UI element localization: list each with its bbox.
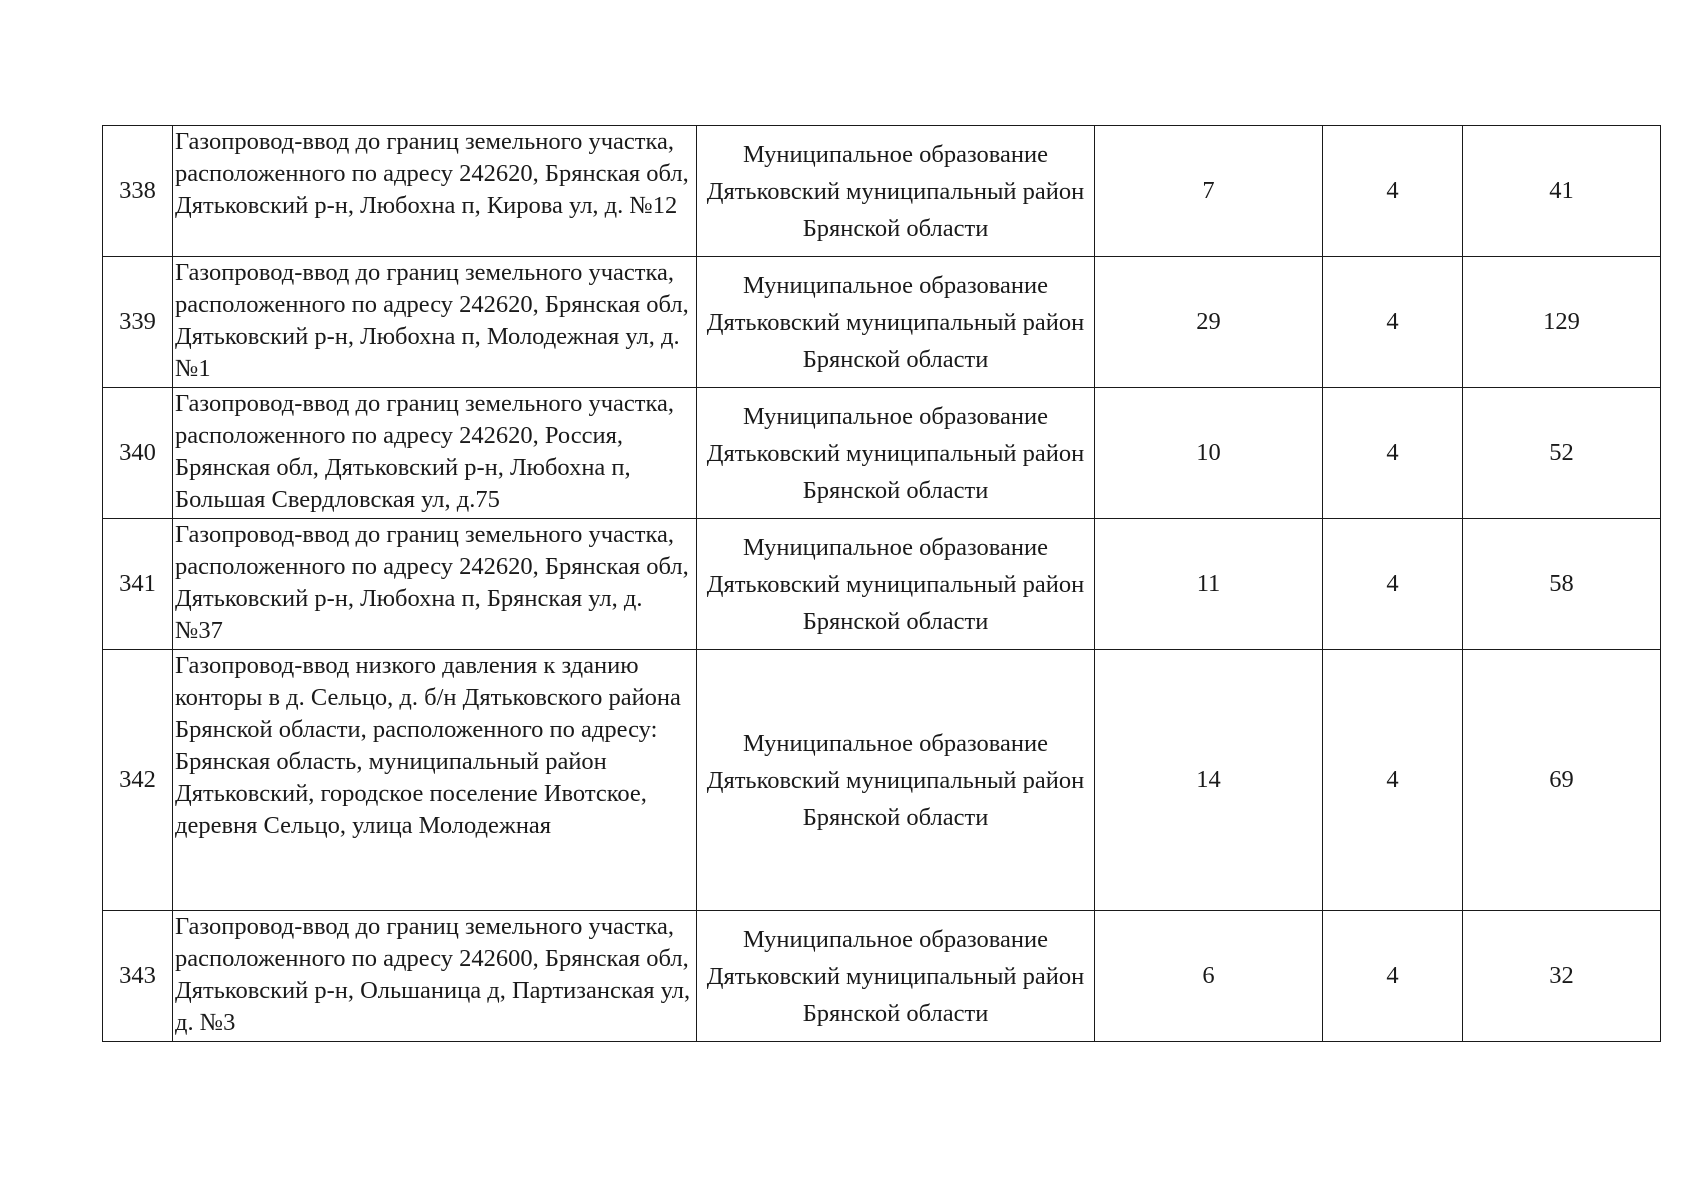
value-cell-4: 7 xyxy=(1095,126,1323,257)
value-cell-6: 58 xyxy=(1463,519,1661,650)
table-row xyxy=(103,911,1661,1042)
owner-name: Муниципальное образование Дятьковский муниципальный район Брянской области xyxy=(697,257,1095,388)
owner-name: Муниципальное образование Дятьковский муниципальный район Брянской области xyxy=(697,519,1095,650)
value-cell-5: 4 xyxy=(1323,388,1463,519)
value-cell-5: 4 xyxy=(1323,126,1463,257)
value-cell-5: 4 xyxy=(1323,257,1463,388)
value-cell-6: 52 xyxy=(1463,388,1661,519)
value-cell-4: 29 xyxy=(1095,257,1323,388)
row-number: 339 xyxy=(103,257,173,388)
table-row xyxy=(103,257,1661,388)
table-row xyxy=(103,519,1661,650)
registry-table xyxy=(102,125,1661,1042)
value-cell-6: 41 xyxy=(1463,126,1661,257)
object-description: Газопровод-ввод до границ земельного участка, расположенного по адресу 242620, Брянская обл, Дятьковский р-н, Любохна п, Брянская ул, д. №37 xyxy=(173,519,697,650)
object-description: Газопровод-ввод до границ земельного участка, расположенного по адресу 242620, Брянская обл, Дятьковский р-н, Любохна п, Кирова ул, д. №12 xyxy=(173,126,697,257)
row-number: 340 xyxy=(103,388,173,519)
table-row xyxy=(103,126,1661,257)
owner-name: Муниципальное образование Дятьковский муниципальный район Брянской области xyxy=(697,388,1095,519)
object-description: Газопровод-ввод до границ земельного участка, расположенного по адресу 242600, Брянская обл, Дятьковский р-н, Ольшаница д, Партизанская ул, д. №3 xyxy=(173,911,697,1042)
object-description: Газопровод-ввод до границ земельного участка, расположенного по адресу 242620, Брянская обл, Дятьковский р-н, Любохна п, Молодежная ул, д. №1 xyxy=(173,257,697,388)
object-description: Газопровод-ввод низкого давления к зданию конторы в д. Сельцо, д. б/н Дятьковского района Брянской области, расположенного по адресу: Брянская область, муниципальный район Дятьковский, городское поселение Ивотское, деревня Сельцо, улица Молодежная xyxy=(173,650,697,911)
table-row xyxy=(103,388,1661,519)
object-description: Газопровод-ввод до границ земельного участка, расположенного по адресу 242620, Россия, Брянская обл, Дятьковский р-н, Любохна п, Большая Свердловская ул, д.75 xyxy=(173,388,697,519)
table-row xyxy=(103,650,1661,911)
value-cell-5: 4 xyxy=(1323,911,1463,1042)
value-cell-4: 11 xyxy=(1095,519,1323,650)
value-cell-6: 69 xyxy=(1463,650,1661,911)
value-cell-5: 4 xyxy=(1323,519,1463,650)
row-number: 338 xyxy=(103,126,173,257)
row-number: 342 xyxy=(103,650,173,911)
value-cell-6: 129 xyxy=(1463,257,1661,388)
value-cell-5: 4 xyxy=(1323,650,1463,911)
value-cell-4: 6 xyxy=(1095,911,1323,1042)
owner-name: Муниципальное образование Дятьковский муниципальный район Брянской области xyxy=(697,650,1095,911)
owner-name: Муниципальное образование Дятьковский муниципальный район Брянской области xyxy=(697,126,1095,257)
value-cell-4: 10 xyxy=(1095,388,1323,519)
owner-name: Муниципальное образование Дятьковский муниципальный район Брянской области xyxy=(697,911,1095,1042)
row-number: 343 xyxy=(103,911,173,1042)
value-cell-4: 14 xyxy=(1095,650,1323,911)
value-cell-6: 32 xyxy=(1463,911,1661,1042)
row-number: 341 xyxy=(103,519,173,650)
